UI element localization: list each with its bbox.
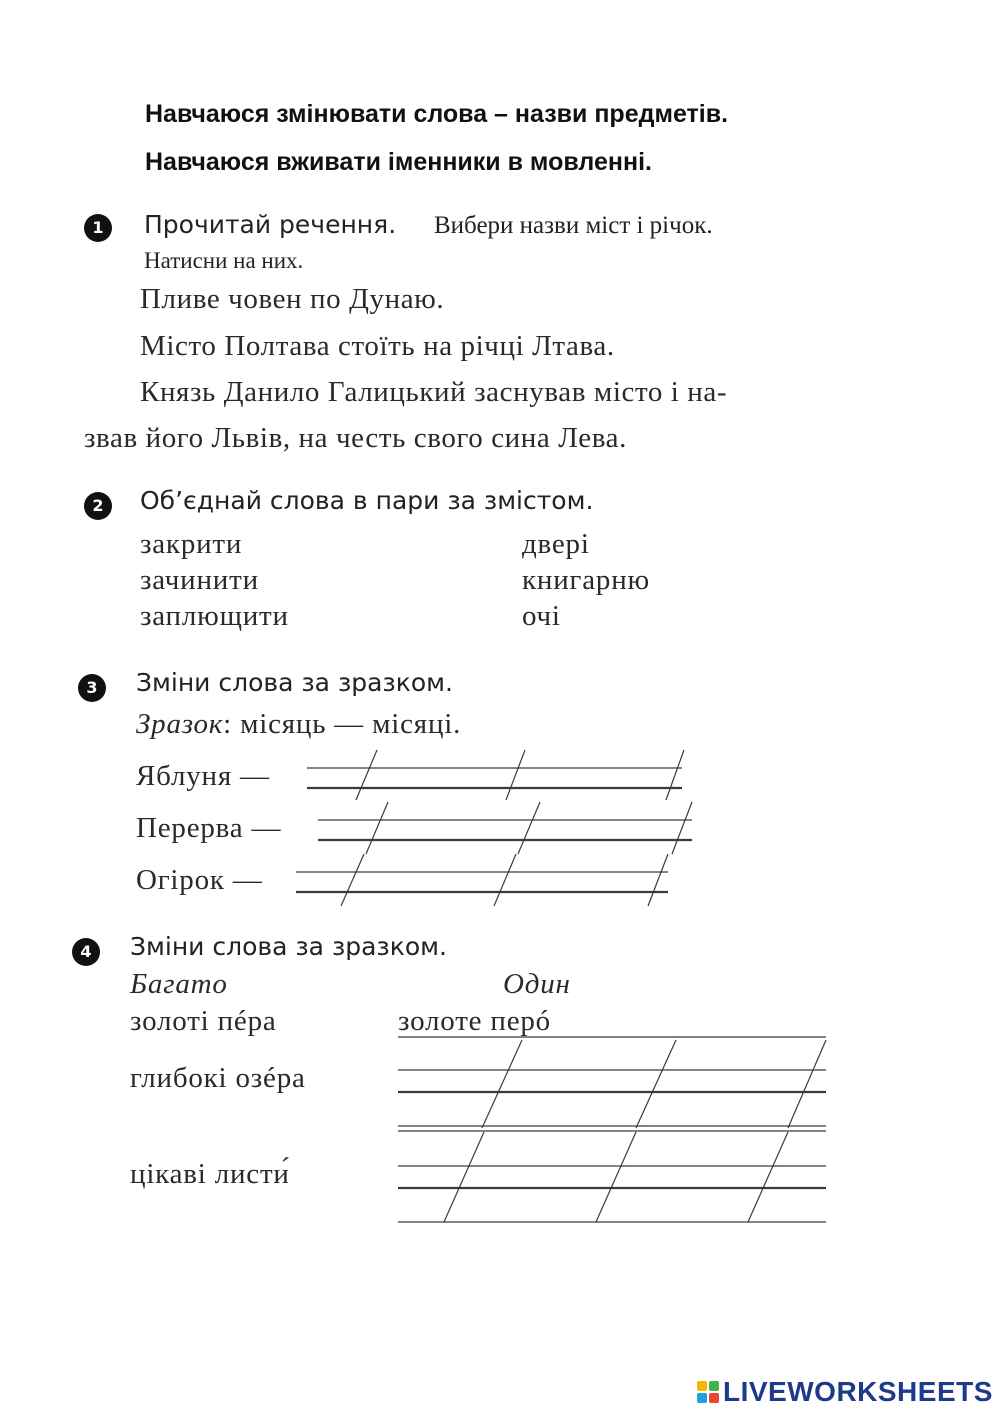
task3-instruction: Зміни слова за зразком. <box>136 668 453 697</box>
task4-column-many: Багато <box>130 968 228 1000</box>
slant <box>788 1040 826 1128</box>
slant <box>648 854 668 906</box>
worksheet-title-line1: Навчаюся змінювати слова – назви предметів. <box>145 100 729 128</box>
slant <box>482 1040 522 1128</box>
slant <box>444 1132 484 1222</box>
task4-row-1: золоті пéра <box>130 1005 277 1037</box>
task4-sample-answer: золоте перó <box>398 1005 551 1037</box>
liveworksheets-logo-icon <box>697 1381 719 1403</box>
task1-sentence-2[interactable]: Місто Полтава стоїть на річці Лтава. <box>140 330 615 362</box>
task-number-4: 4 <box>72 938 100 966</box>
task2-right-word-2[interactable]: книгарню <box>522 564 650 596</box>
slant <box>666 750 684 800</box>
task1-sentence-3-line1[interactable]: Князь Данило Галицький заснував місто і на- <box>140 376 728 408</box>
task4-row-3: цікаві листи́ <box>130 1158 290 1190</box>
task3-word-2: Перерва — <box>136 812 282 844</box>
slant <box>366 802 388 854</box>
slant <box>748 1132 788 1222</box>
task2-right-word-1[interactable]: двері <box>522 528 590 560</box>
task-number-1: 1 <box>84 214 112 242</box>
task1-sentence-3-line2[interactable]: звав його Львів, на честь свого сина Лева. <box>84 422 627 454</box>
task2-instruction: Об’єднай слова в пари за змістом. <box>140 486 594 515</box>
slant <box>356 750 377 800</box>
task2-right-word-3[interactable]: очі <box>522 600 561 632</box>
task4-column-one: Один <box>503 968 571 1000</box>
slant <box>494 854 516 906</box>
task-number-2: 2 <box>84 492 112 520</box>
liveworksheets-logo <box>697 1376 993 1408</box>
task1-instruction-read: Прочитай речення. <box>144 210 397 239</box>
task-number-3: 3 <box>78 674 106 702</box>
task2-left-word-1[interactable]: закрити <box>140 528 243 560</box>
task1-instruction-choose: Вибери назви міст і річок. <box>434 212 713 239</box>
slant <box>672 802 692 854</box>
task3-word-3: Огірок — <box>136 864 263 896</box>
task1-instruction-click: Натисни на них. <box>144 248 304 273</box>
task3-sample-label: Зразок <box>136 708 224 740</box>
slant <box>506 750 525 800</box>
task1-sentence-1[interactable]: Пливе човен по Дунаю. <box>140 283 445 315</box>
liveworksheets-brand-text: LIVEWORKSHEETS <box>723 1376 993 1407</box>
slant <box>596 1132 636 1222</box>
worksheet-title-line2: Навчаюся вживати іменники в мовленні. <box>145 148 652 176</box>
task3-word-1: Яблуня — <box>136 760 270 792</box>
task4-instruction: Зміни слова за зразком. <box>130 932 447 961</box>
slant <box>341 854 364 906</box>
task4-row-2: глибокі озéра <box>130 1062 306 1094</box>
task2-left-word-2[interactable]: зачинити <box>140 564 259 596</box>
slant <box>518 802 540 854</box>
task2-left-word-3[interactable]: заплющити <box>140 600 289 632</box>
task3-sample-text: : місяць — місяці. <box>223 708 462 740</box>
slant <box>636 1040 676 1128</box>
